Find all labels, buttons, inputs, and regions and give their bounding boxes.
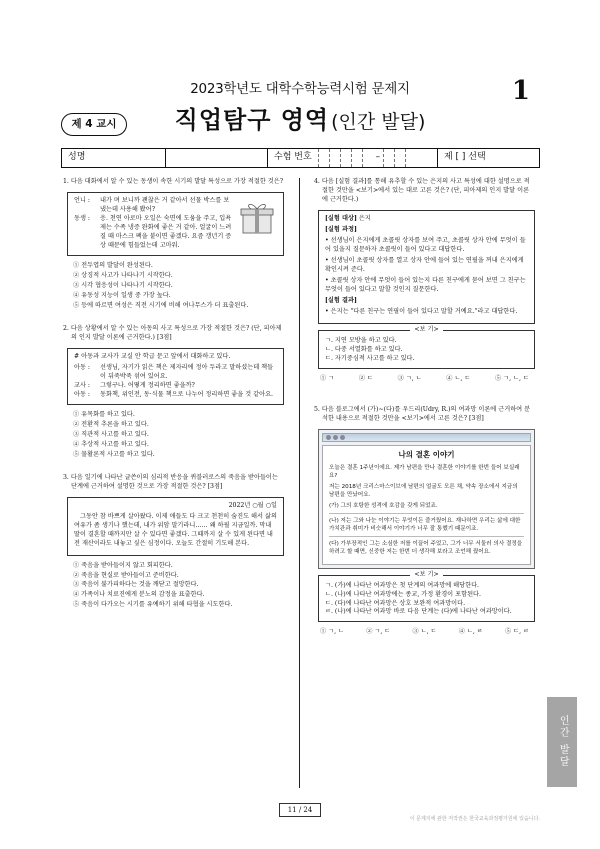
bogi-item: ㄷ. (다)에 나타난 여과망은 상호 보완적 여과망이다.	[325, 599, 466, 607]
bogi-item: ㄷ. 자기중심적 사고를 하고 있다.	[325, 354, 415, 362]
exam-number-digit[interactable]	[405, 149, 416, 167]
scene-description: # 아동과 교사가 교실 안 학급 문고 앞에서 대화하고 있다.	[74, 352, 231, 360]
exam-number-digit[interactable]	[383, 149, 394, 167]
column-divider	[299, 178, 300, 788]
speaker-label: 언니 :	[74, 196, 91, 204]
answer-option[interactable]: ① ㄱ	[320, 374, 335, 382]
answer-option[interactable]: ③ 직관적 사고를 하고 있다.	[73, 430, 149, 438]
answer-options	[314, 375, 535, 384]
right-column	[314, 178, 535, 647]
bogi-title: <보 기>	[410, 571, 442, 578]
dialogue-line: 그렇구나. 어떻게 정리하면 좋을까?	[100, 381, 195, 389]
exam-number-digit[interactable]	[318, 149, 329, 167]
period-badge: 제 4 교시	[61, 113, 127, 136]
answer-option[interactable]: ④ 추상적 사고를 하고 있다.	[73, 440, 149, 448]
experiment-subject-label: [실험 대상]	[325, 214, 357, 222]
experiment-step: • 초콜릿 상자 안에 무엇이 들어 있는지 다른 친구에게 묻어 보면 그 친구는 무엇이 들어 있다고 말할 것인지 질문한다.	[325, 276, 526, 293]
copyright-note: 이 문제지에 관한 저작권은 한국교육과정평가원에 있습니다.	[409, 816, 540, 822]
exam-number-digit[interactable]	[394, 149, 405, 167]
question-4-text: 4. 다음 [실험 결과]를 통해 유추할 수 있는 은지의 사고 특성에 대한 설명으로 적절한 것만을 <보기>에서 있는 대로 고른 것은? (단, 피아제의 인지 발달 이론에 근거한다.)	[314, 178, 530, 203]
question-5	[314, 406, 535, 638]
answer-option[interactable]: ② ㄷ	[358, 374, 373, 382]
answer-option[interactable]: ⑤ ㄷ, ㄹ	[504, 628, 529, 636]
bogi-item: ㄴ. 다중 서열화를 하고 있다.	[325, 345, 403, 353]
answer-option[interactable]: ① ㄱ, ㄴ	[320, 628, 345, 636]
speaker-label: 교사 :	[74, 381, 91, 389]
diary-date: 2022년 ○월 ○일	[228, 501, 277, 509]
subject-main: 직업탐구 영역	[174, 106, 330, 134]
question-3-text: 3. 다음 일기에 나타난 글쓴이의 심리적 반응을 퀴블러로스의 죽음을 받아들이는 단계에 근거하여 설명한 것으로 가장 적절한 것은? [3점]	[63, 473, 278, 490]
subject-title	[0, 103, 600, 138]
blog-item-na: (나) 저는 그와 나눈 이야기는 무엇이든 즐거웠어요. 재나하면 우리는 삶에 대한 가치관과 취미가 비슷해서 이야기가 너무 잘 통했기 때문이죠.	[329, 517, 524, 537]
question-1	[63, 178, 284, 311]
exam-number-dash: –	[375, 152, 381, 163]
info-row	[61, 148, 540, 168]
window-control-icon	[340, 435, 345, 440]
select-cell	[438, 149, 539, 167]
bogi-box	[318, 325, 535, 369]
answer-option[interactable]: ⑤ 등에 따르면 여성은 직전 시기에 비해 여나무스가 더 표출된다.	[73, 301, 249, 309]
speaker-label: 아동 :	[74, 363, 91, 371]
answer-option[interactable]: ③ ㄴ, ㄷ	[412, 628, 437, 636]
experiment-result-label: [실험 결과]	[325, 296, 357, 304]
answer-option[interactable]: ① 유목화를 하고 있다.	[73, 410, 135, 418]
bogi-item: ㄱ. 지연 모방을 하고 있다.	[325, 336, 397, 344]
blog-item-ga: (가) 그의 호탕한 성격에 호감을 갖게 되었죠.	[329, 502, 524, 514]
exam-number-digit[interactable]	[340, 149, 351, 167]
answer-option[interactable]: ② 전환적 추론을 하고 있다.	[73, 420, 149, 428]
exam-number-digit[interactable]	[362, 149, 373, 167]
question-5-text: 5. 다음 블로그에서 (가)~(다)를 우드리(Udry, R.)의 여과망 이론에 근거하여 분석한 내용으로 적절한 것만을 <보기>에서 고른 것은? [3점]	[314, 405, 531, 422]
question-3	[63, 474, 284, 611]
experiment-process-label: [실험 과정]	[325, 225, 357, 233]
select-label: 제 [ ] 선택	[444, 152, 486, 163]
experiment-step: • 선생님이 초콜릿 상자를 열고 상자 안에 들어 있는 연필을 꺼내 은지에게 확인시켜 준다.	[325, 256, 524, 273]
answer-option[interactable]: ④ ㄴ, ㄷ	[446, 374, 471, 382]
question-4	[314, 178, 535, 384]
exam-number-label: 수험 번호	[274, 152, 312, 163]
blog-intro: 오늘은 결혼 1주년이에요. 제가 남편을 만나 결혼한 이야기를 한번 들어 보실래요?	[329, 464, 520, 479]
answer-option[interactable]: ④ ㄴ, ㄹ	[458, 628, 483, 636]
gift-box-icon	[237, 197, 277, 237]
bogi-item: ㄱ. (가)에 나타난 여과망은 첫 단계의 여과망에 해당한다.	[325, 581, 480, 589]
dialogue-line: 응. 천연 아로마 오일은 숙면에 도움을 주고, 입욕제는 수족 냉증 완화에 좋은 거 같아. 얼굴이 느려질 때 마스크 팩을 붙이면 좋겠다. 요즘 갱년기 증상 때문에 힘들었는데 고마워.	[100, 214, 232, 249]
answer-option[interactable]: ⑤ 죽음이 다가오는 시기를 유예하기 위해 타협을 시도한다.	[73, 601, 233, 609]
diary-text: 그동안 참 바쁘게 살아왔다. 이제 애들도 다 크고 천천히 숨진도 해서 삶의 여유가 좀 생기나 했는데, 내가 위암 말기라니…… 왜 하필 지금일까. 막내딸이 결혼할 때까지만 살 수 있다면 좋겠다. 그때까지 살 수 있게 된다면 내 전 재산이라도 내놓고 싶은 심정이다. 오늘도 간절히 기도해 본다.	[74, 512, 277, 547]
bogi-box	[318, 570, 535, 623]
answer-option[interactable]: ④ 유동성 지능이 일생 중 가장 높다.	[73, 291, 171, 299]
question-2-text: 2. 다음 상황에서 알 수 있는 아동의 사고 특성으로 가장 적절한 것은? (단, 피아제의 인지 발달 이론에 근거한다.) [3점]	[63, 324, 282, 341]
blog-title: 나의 결혼 이야기	[398, 449, 455, 459]
answer-option[interactable]: ② 죽음을 현실로 받아들이고 준비한다.	[73, 571, 179, 579]
subject-sub: (인간 발달)	[331, 111, 426, 133]
dialogue-line: 내가 며 보니까 괜찮은 거 같아서 선물 박스를 보냈는데 사용해 봤어?	[100, 196, 230, 213]
speaker-label: 아동 :	[74, 390, 91, 398]
answer-option[interactable]: ② ㄱ, ㄷ	[366, 628, 391, 636]
dialogue-line: 선생님, 자기가 읽은 책은 제자리에 정아 두라고 말하셨는데 책들이 뒤죽박죽 섞여 있어요.	[100, 363, 274, 380]
question-1-text: 1. 다음 대화에서 알 수 있는 동생이 속한 시기의 발달 특성으로 가장 적절한 것은?	[63, 178, 284, 185]
blog-item-da: (다) 가부장적인 그는 소심한 저를 이끌어 주었고, 그가 너무 서둘러 의사 결정을 하려고 할 때면, 신중한 저는 한번 더 생각해 보라고 조언해 줬어요.	[329, 541, 523, 556]
exam-number-digit[interactable]	[329, 149, 340, 167]
answer-option[interactable]: ① 죽음을 받아들이지 않고 회피한다.	[73, 561, 173, 569]
answer-option[interactable]: ③ 시각 협응성이 나타나기 시작한다.	[73, 281, 173, 289]
answer-options	[314, 628, 535, 637]
answer-option[interactable]: ② 상징적 사고가 나타나기 시작한다.	[73, 271, 173, 279]
browser-toolbar	[322, 433, 531, 442]
answer-option[interactable]: ③ ㄱ, ㄴ	[397, 374, 422, 382]
answer-option[interactable]: ⑤ ㄱ, ㄴ, ㄷ	[495, 374, 529, 382]
exam-title: 2023학년도 대학수학능력시험 문제지	[190, 81, 410, 97]
experiment-step: • 선생님이 은지에게 초콜릿 상자를 보여 주고, 초콜릿 상자 안에 무엇이 들어 있을지 질문하자 초콜릿이 들어 있다고 대답한다.	[325, 236, 526, 253]
answer-option[interactable]: ① 전두엽의 발달이 완성된다.	[73, 261, 153, 269]
question-2-dialogue	[67, 348, 284, 405]
name-field[interactable]	[166, 149, 268, 167]
bogi-title: <보 기>	[410, 326, 442, 333]
exam-number-cell	[268, 149, 438, 167]
answer-option[interactable]: ⑤ 물활론적 사고를 하고 있다.	[73, 450, 155, 458]
window-control-icon	[326, 435, 331, 440]
page-number: 1	[511, 76, 530, 106]
bogi-item: ㄴ. (나)에 나타난 여과망에는 종교, 가정 환경이 포함된다.	[325, 590, 481, 598]
footer-page-number: 11 / 24	[0, 803, 600, 817]
question-1-dialogue	[67, 192, 284, 256]
question-2	[63, 325, 284, 460]
speaker-label: 동생 :	[74, 214, 91, 222]
left-column	[63, 178, 284, 620]
dialogue-line: 동화책, 위인전, 동·식물 책으로 나누어 정리하면 좋을 것 같아요.	[100, 390, 274, 398]
answer-option[interactable]: ③ 죽음이 불가피하다는 것을 깨닫고 절망한다.	[73, 581, 199, 589]
blog-paragraph: 저는 2018년 크리스마스이브에 남편의 얼굴도 모른 채, 약속 장소에서 지금의 남편을 만났어요.	[329, 483, 518, 498]
blog-window	[318, 429, 535, 569]
bogi-item: ㄹ. (나)에 나타난 여과망 바로 다음 단계는 (다)에 나타난 여과망이다.	[325, 608, 512, 616]
experiment-box	[318, 210, 535, 324]
blog-page	[322, 445, 531, 565]
experiment-result: • 은지는 "다른 친구는 연필이 들어 있다고 말할 거예요."라고 대답한다.	[325, 307, 518, 315]
subject-side-tab: 인간 발달	[547, 697, 577, 787]
window-control-icon	[333, 435, 338, 440]
exam-number-digit[interactable]	[351, 149, 362, 167]
question-3-diary	[67, 497, 284, 556]
experiment-subject: 은지	[358, 214, 371, 222]
name-label: 성명	[68, 152, 86, 163]
name-cell	[62, 149, 166, 167]
answer-option[interactable]: ④ 가족이나 치료진에게 분노의 감정을 표출한다.	[73, 591, 205, 599]
